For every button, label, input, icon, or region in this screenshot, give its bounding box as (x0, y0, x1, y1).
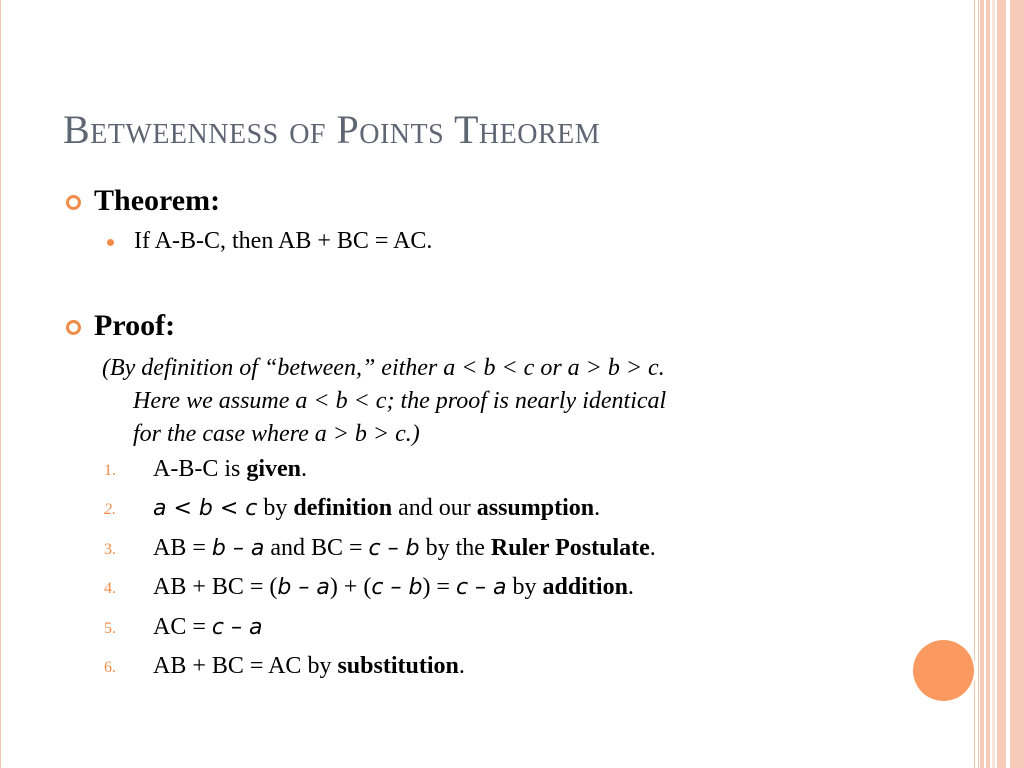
step-number: 2. (104, 501, 116, 518)
step-number: 4. (104, 580, 116, 597)
step-number: 3. (104, 541, 116, 558)
proof-note (102, 352, 892, 451)
dot-bullet-icon (107, 239, 114, 246)
theorem-statement: If A-B-C, then AB + BC = AC. (134, 228, 433, 254)
decor-stripe (1010, 0, 1024, 768)
decor-stripe (997, 0, 1006, 768)
proof-note-line: (By definition of “between,” either a < b < c or a > b > c. (102, 355, 665, 381)
slide-title: Betweenness of Points Theorem (63, 107, 601, 152)
proof-note-line: for the case where a > b > c.) (133, 421, 420, 447)
proof-heading: Proof: (94, 309, 176, 342)
step-number: 1. (104, 462, 116, 479)
step-text: a < b < c by definition and our assumption. (153, 495, 601, 521)
step-text: AB + BC = AC by substitution. (153, 653, 465, 679)
step-number: 6. (104, 659, 116, 676)
step-text: AB + BC = (b – a) + (c – b) = c – a by addition. (153, 574, 634, 600)
decor-stripe (986, 0, 990, 768)
proof-note-line: Here we assume a < b < c; the proof is nearly identical (133, 388, 667, 414)
ring-bullet-icon (66, 195, 81, 210)
theorem-heading: Theorem: (94, 184, 221, 217)
step-number: 5. (104, 620, 116, 637)
step-text: AC = c – a (153, 614, 263, 640)
decor-stripe (992, 0, 995, 768)
step-text: AB = b – a and BC = c – b by the Ruler Postulate. (153, 535, 656, 561)
step-text: A-B-C is given. (153, 456, 308, 482)
decor-circle (913, 640, 974, 701)
decor-stripe (980, 0, 984, 768)
ring-bullet-icon (66, 320, 81, 335)
